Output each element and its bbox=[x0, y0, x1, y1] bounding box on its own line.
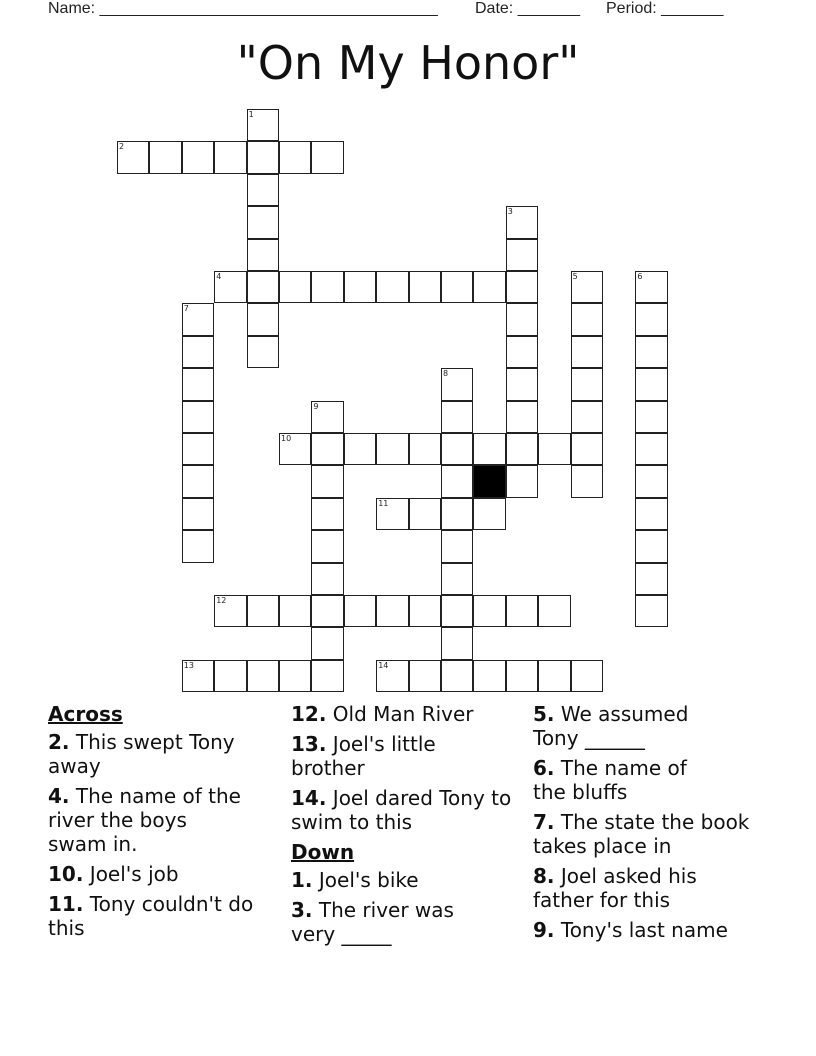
grid-cell[interactable] bbox=[506, 660, 538, 692]
grid-cell[interactable] bbox=[441, 530, 473, 562]
cell-number: 10 bbox=[281, 434, 292, 443]
grid-cell[interactable] bbox=[182, 368, 214, 400]
grid-cell[interactable] bbox=[506, 239, 538, 271]
grid-cell[interactable] bbox=[376, 271, 408, 303]
grid-cell[interactable] bbox=[441, 595, 473, 627]
grid-cell[interactable] bbox=[344, 271, 376, 303]
grid-cell[interactable] bbox=[214, 595, 246, 627]
grid-cell[interactable] bbox=[311, 271, 343, 303]
grid-cell[interactable] bbox=[376, 433, 408, 465]
grid-cell[interactable] bbox=[344, 595, 376, 627]
grid-cell[interactable] bbox=[635, 595, 667, 627]
grid-cell[interactable] bbox=[409, 433, 441, 465]
cell-number: 4 bbox=[216, 272, 222, 281]
cell-number: 11 bbox=[378, 498, 389, 508]
cell-number: 14 bbox=[378, 660, 389, 670]
grid-cell[interactable] bbox=[571, 465, 603, 497]
cell-number: 3 bbox=[507, 207, 513, 217]
grid-cell[interactable] bbox=[473, 433, 505, 465]
grid-cell[interactable] bbox=[247, 271, 279, 303]
cell-number: 12 bbox=[216, 596, 227, 605]
grid-cell[interactable] bbox=[441, 433, 473, 465]
grid-cell[interactable] bbox=[506, 401, 538, 433]
grid-cell[interactable] bbox=[279, 141, 311, 173]
grid-cell[interactable] bbox=[311, 141, 343, 173]
middle-column bbox=[291, 702, 516, 952]
grid-cell[interactable] bbox=[279, 595, 311, 627]
grid-cell[interactable] bbox=[376, 595, 408, 627]
grid-cell[interactable] bbox=[149, 141, 181, 173]
clue-across-12: 12. Old Man River bbox=[291, 702, 474, 726]
grid-cell[interactable] bbox=[441, 401, 473, 433]
grid-cell[interactable] bbox=[117, 141, 149, 173]
grid-cell[interactable] bbox=[247, 141, 279, 173]
grid-cell[interactable] bbox=[635, 433, 667, 465]
across-column bbox=[48, 702, 278, 946]
grid-cell[interactable] bbox=[473, 498, 505, 530]
grid-cell[interactable] bbox=[635, 465, 667, 497]
grid-cell[interactable] bbox=[182, 530, 214, 562]
clue-down-5: 5. We assumed Tony ______ bbox=[533, 702, 689, 750]
clue-down-6: 6. The name of the bluffs bbox=[533, 756, 687, 804]
grid-cell[interactable] bbox=[279, 271, 311, 303]
clue-down-9: 9. Tony's last name bbox=[533, 918, 728, 942]
across-heading: Across bbox=[48, 702, 123, 726]
grid-cell[interactable] bbox=[311, 563, 343, 595]
page-title: "On My Honor" bbox=[236, 36, 580, 90]
cell-number: 7 bbox=[183, 304, 189, 314]
grid-cell[interactable] bbox=[635, 271, 667, 303]
grid-cell[interactable] bbox=[311, 660, 343, 692]
date-field-label: Date: _______ bbox=[475, 0, 580, 17]
grid-cell[interactable] bbox=[214, 271, 246, 303]
grid-cell[interactable] bbox=[506, 433, 538, 465]
grid-cell[interactable] bbox=[182, 498, 214, 530]
black-square bbox=[473, 465, 505, 497]
grid-cell[interactable] bbox=[247, 109, 279, 141]
grid-cell[interactable] bbox=[182, 303, 214, 335]
grid-cell[interactable] bbox=[473, 660, 505, 692]
grid-cell[interactable] bbox=[409, 271, 441, 303]
grid-cell[interactable] bbox=[311, 498, 343, 530]
grid-cell[interactable] bbox=[311, 465, 343, 497]
grid-cell[interactable] bbox=[441, 563, 473, 595]
grid-cell[interactable] bbox=[506, 206, 538, 238]
grid-cell[interactable] bbox=[247, 595, 279, 627]
clue-across-14: 14. Joel dared Tony to swim to this bbox=[291, 786, 512, 834]
grid-cell[interactable] bbox=[506, 368, 538, 400]
grid-cell[interactable] bbox=[571, 660, 603, 692]
grid-cell[interactable] bbox=[409, 498, 441, 530]
grid-cell[interactable] bbox=[182, 660, 214, 692]
clue-down-7: 7. The state the book takes place in bbox=[533, 810, 750, 858]
grid-cell[interactable] bbox=[409, 660, 441, 692]
clue-down-8: 8. Joel asked his father for this bbox=[533, 864, 697, 912]
grid-cell[interactable] bbox=[635, 498, 667, 530]
grid-cell[interactable] bbox=[344, 433, 376, 465]
cell-number: 13 bbox=[183, 660, 194, 670]
grid-cell[interactable] bbox=[635, 303, 667, 335]
clue-down-3: 3. The river was very _____ bbox=[291, 898, 454, 946]
grid-cell[interactable] bbox=[635, 368, 667, 400]
cell-number: 6 bbox=[637, 272, 643, 281]
grid-cell[interactable] bbox=[538, 433, 570, 465]
grid-cell[interactable] bbox=[279, 660, 311, 692]
grid-cell[interactable] bbox=[473, 271, 505, 303]
grid-cell[interactable] bbox=[182, 141, 214, 173]
grid-cell[interactable] bbox=[247, 239, 279, 271]
grid-cell[interactable] bbox=[571, 368, 603, 400]
grid-cell[interactable] bbox=[635, 530, 667, 562]
grid-cell[interactable] bbox=[247, 303, 279, 335]
grid-cell[interactable] bbox=[311, 595, 343, 627]
grid-cell[interactable] bbox=[506, 271, 538, 303]
grid-cell[interactable] bbox=[473, 595, 505, 627]
cell-number: 8 bbox=[443, 369, 449, 379]
grid-cell[interactable] bbox=[311, 627, 343, 659]
name-field-label: Name: ______________________________________ bbox=[48, 0, 438, 17]
grid-cell[interactable] bbox=[506, 336, 538, 368]
grid-cell[interactable] bbox=[247, 336, 279, 368]
cell-number: 9 bbox=[313, 401, 319, 411]
crossword-grid bbox=[117, 109, 643, 692]
grid-cell[interactable] bbox=[571, 433, 603, 465]
grid-cell[interactable] bbox=[376, 498, 408, 530]
grid-cell[interactable] bbox=[571, 303, 603, 335]
grid-cell[interactable] bbox=[571, 336, 603, 368]
grid-cell[interactable] bbox=[441, 368, 473, 400]
grid-cell[interactable] bbox=[441, 465, 473, 497]
clue-across-13: 13. Joel's little brother bbox=[291, 732, 436, 780]
grid-cell[interactable] bbox=[506, 465, 538, 497]
right-column bbox=[533, 702, 763, 948]
clue-across-10: 10. Joel's job bbox=[48, 862, 179, 886]
grid-cell[interactable] bbox=[247, 174, 279, 206]
grid-cell[interactable] bbox=[311, 530, 343, 562]
clue-across-4: 4. The name of the river the boys swam in. bbox=[48, 784, 241, 856]
grid-cell[interactable] bbox=[635, 563, 667, 595]
cell-number: 2 bbox=[119, 142, 125, 152]
grid-cell[interactable] bbox=[182, 465, 214, 497]
grid-cell[interactable] bbox=[279, 433, 311, 465]
grid-cell[interactable] bbox=[571, 401, 603, 433]
grid-cell[interactable] bbox=[182, 401, 214, 433]
grid-cell[interactable] bbox=[376, 660, 408, 692]
grid-cell[interactable] bbox=[441, 271, 473, 303]
grid-cell[interactable] bbox=[311, 433, 343, 465]
grid-cell[interactable] bbox=[538, 595, 570, 627]
grid-cell[interactable] bbox=[571, 271, 603, 303]
grid-cell[interactable] bbox=[635, 401, 667, 433]
grid-cell[interactable] bbox=[538, 660, 570, 692]
down-heading: Down bbox=[291, 840, 355, 864]
grid-cell[interactable] bbox=[506, 595, 538, 627]
cell-number: 5 bbox=[572, 272, 578, 281]
grid-cell[interactable] bbox=[214, 141, 246, 173]
grid-cell[interactable] bbox=[214, 660, 246, 692]
grid-cell[interactable] bbox=[409, 595, 441, 627]
period-field-label: Period: _______ bbox=[606, 0, 724, 17]
cell-number: 1 bbox=[248, 110, 254, 119]
clue-down-1: 1. Joel's bike bbox=[291, 868, 419, 892]
grid-cell[interactable] bbox=[182, 336, 214, 368]
clue-across-2: 2. This swept Tony away bbox=[48, 730, 235, 778]
grid-cell[interactable] bbox=[441, 498, 473, 530]
grid-cell[interactable] bbox=[506, 303, 538, 335]
grid-cell[interactable] bbox=[441, 627, 473, 659]
grid-cell[interactable] bbox=[635, 336, 667, 368]
clue-across-11: 11. Tony couldn't do this bbox=[48, 892, 254, 940]
grid-cell[interactable] bbox=[247, 660, 279, 692]
grid-cell[interactable] bbox=[311, 401, 343, 433]
grid-cell[interactable] bbox=[182, 433, 214, 465]
grid-cell[interactable] bbox=[247, 206, 279, 238]
grid-cell[interactable] bbox=[441, 660, 473, 692]
